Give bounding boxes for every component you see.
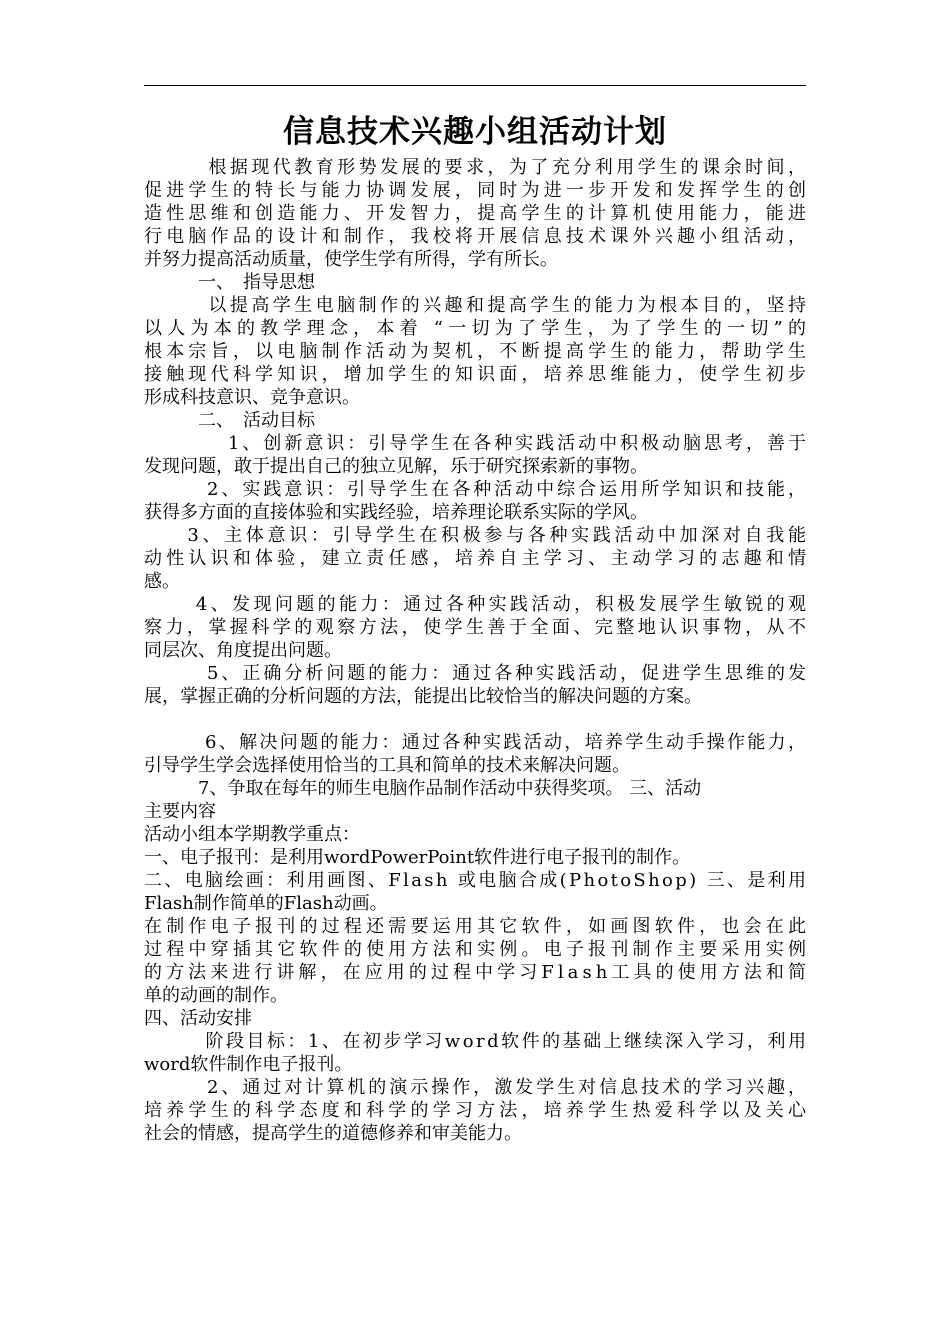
body-line: 培养学生的科学态度和科学的学习方法，培养学生热爱科学以及关心: [144, 1100, 811, 1121]
body-line: 二、 活动目标: [144, 410, 315, 431]
body-line: 阶段目标：1、在初步学习word软件的基础上继续深入学习，利用: [144, 1031, 809, 1052]
body-line: 动性认识和体验，建立责任感，培养自主学习、主动学习的志趣和情: [144, 548, 811, 569]
body-line: 根据现代教育形势发展的要求，为了充分利用学生的课余时间，: [144, 157, 810, 178]
body-line: 活动小组本学期教学重点：: [144, 824, 360, 845]
body-line: 同层次、角度提出问题。: [144, 640, 342, 661]
body-line: 5、正确分析问题的能力：通过各种实践活动，促进学生思维的发: [144, 663, 809, 684]
body-line: 6、解决问题的能力：通过各种实践活动，培养学生动手操作能力，: [144, 732, 809, 753]
body-line: 社会的情感，提高学生的道德修养和审美能力。: [144, 1123, 522, 1144]
body-line: 根本宗旨，以电脑制作活动为契机，不断提高学生的能力，帮助学生: [144, 341, 811, 362]
body-line: 一、 指导思想: [144, 272, 315, 293]
body-line: word软件制作电子报刊。: [144, 1054, 353, 1075]
document-title: 信息技术兴趣小组活动计划: [283, 114, 667, 150]
body-line: 四、活动安排: [144, 1008, 252, 1029]
body-line: 以提高学生电脑制作的兴趣和提高学生的能力为根本目的，坚持: [144, 295, 810, 316]
body-line: 二、电脑绘画：利用画图、Flash 或电脑合成(PhotoShop) 三、是利用: [144, 870, 809, 891]
body-line: 一、电子报刊：是利用wordPowerPoint软件进行电子报刊的制作。: [144, 847, 691, 868]
body-line: 3、主体意识：引导学生在积极参与各种实践活动中加深对自我能: [144, 525, 810, 546]
body-line: 接触现代科学知识，增加学生的知识面，培养思维能力，使学生初步: [144, 364, 811, 385]
body-line: 7、争取在每年的师生电脑作品制作活动中获得奖项。 三、活动: [144, 778, 702, 799]
body-line: 造性思维和创造能力、开发智力，提高学生的计算机使用能力，能进: [144, 203, 811, 224]
body-line: 察力，掌握科学的观察方法，使学生善于全面、完整地认识事物，从不: [144, 617, 810, 638]
body-line: 2、通过对计算机的演示操作，激发学生对信息技术的学习兴趣，: [144, 1077, 809, 1098]
body-line: 2、实践意识：引导学生在各种活动中综合运用所学知识和技能，: [144, 479, 809, 500]
body-line: 在制作电子报刊的过程还需要运用其它软件，如画图软件，也会在此: [144, 916, 811, 937]
body-line: 主要内容: [144, 801, 216, 822]
body-line: 以人为本的教学理念，本着 “一切为了学生，为了学生的一切”的: [144, 318, 812, 339]
body-line: 1、创新意识：引导学生在各种实践活动中积极动脑思考，善于: [144, 433, 809, 454]
body-line: 展，掌握正确的分析问题的方法，能提出比较恰当的解决问题的方案。: [144, 686, 702, 707]
body-line: Flash制作简单的Flash动画。: [144, 893, 388, 914]
body-line: 引导学生学会选择使用恰当的工具和简单的技术来解决问题。: [144, 755, 630, 776]
body-line: 行电脑作品的设计和制作，我校将开展信息技术课外兴趣小组活动，: [144, 226, 811, 247]
body-line: 获得多方面的直接体验和实践经验，培养理论联系实际的学风。: [144, 502, 648, 523]
body-line: 发现问题，敢于提出自己的独立见解，乐于研究探索新的事物。: [144, 456, 648, 477]
body-line: 单的动画的制作。: [144, 985, 288, 1006]
body-line: 并努力提高活动质量，使学生学有所得，学有所长。: [144, 249, 558, 270]
body-line: 促进学生的特长与能力协调发展，同时为进一步开发和发挥学生的创: [144, 180, 811, 201]
body-line: 形成科技意识、竞争意识。: [144, 387, 360, 408]
header-rule: [144, 85, 806, 86]
body-line: 的方法来进行讲解，在应用的过程中学习Flash工具的使用方法和简: [144, 962, 811, 983]
body-line: 感。: [144, 571, 180, 592]
body-line: 4、发现问题的能力：通过各种实践活动，积极发展学生敏锐的观: [144, 594, 810, 615]
body-line: 过程中穿插其它软件的使用方法和实例。电子报刊制作主要采用实例: [144, 939, 811, 960]
